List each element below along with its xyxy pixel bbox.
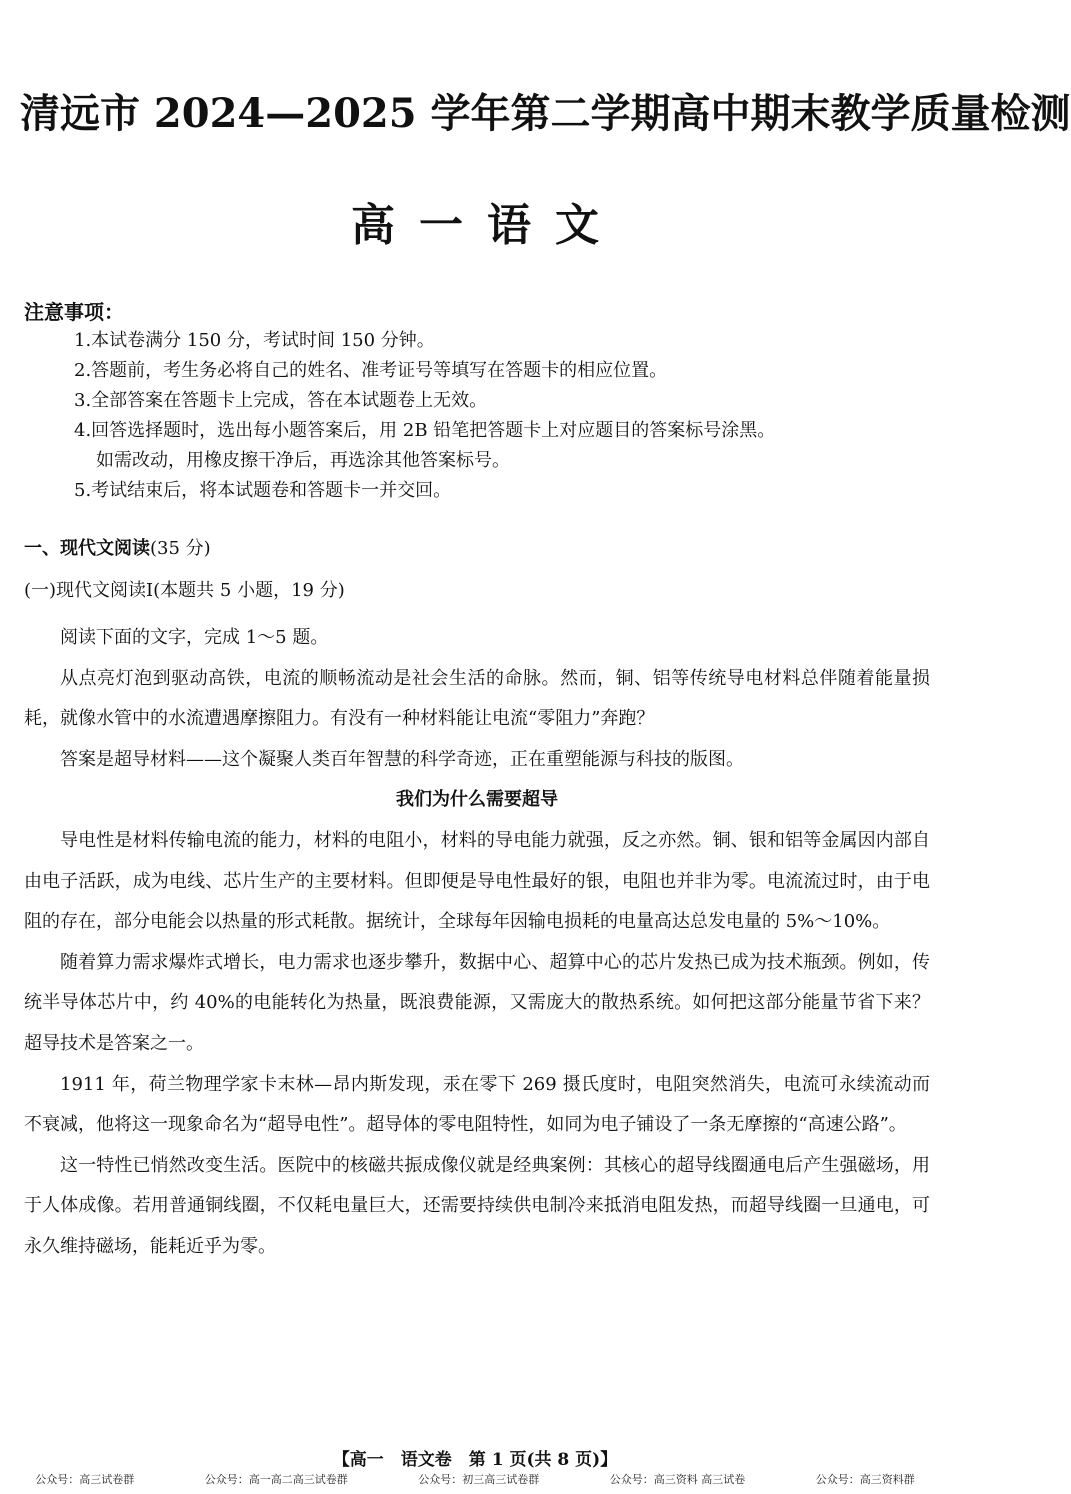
section-title: 一、现代文阅读 [24,538,150,559]
section-score: (35 分) [150,538,211,559]
passage-paragraph: 1911 年，荷兰物理学家卡末林—昂内斯发现，汞在零下 269 摄氏度时，电阻突然消失，电流可永续流动而不衰减，他将这一现象命名为“超导电性”。超导体的零电阻特性，如同为电子铺设了一条无摩擦的“高速公路”。 [24,1073,930,1136]
note-item: 1.本试卷满分 150 分，考试时间 150 分钟。 [74,330,435,351]
passage-paragraph: 答案是超导材料——这个凝聚人类百年智慧的科学奇迹，正在重塑能源与科技的版图。 [60,748,744,770]
notes-list [74,326,934,506]
watermark-text: 公众号：高三资料 高三试卷 [609,1473,746,1486]
passage-instruction: 阅读下面的文字，完成 1～5 题。 [60,627,329,648]
page-footer: 【高一 语文卷 第 1 页(共 8 页)】 [332,1450,618,1470]
watermark-text: 公众号：高一高二高三试卷群 [204,1473,348,1486]
subject-title: 高一语文 [351,200,623,251]
watermark-text: 公众号：初三高三试卷群 [418,1473,540,1486]
passage-heading: 我们为什么需要超导 [396,789,558,811]
section-heading [24,534,211,564]
passage-paragraph: 从点亮灯泡到驱动高铁，电流的顺畅流动是社会生活的命脉。然而，铜、铝等传统导电材料总伴随着能量损耗，就像水管中的水流遭遇摩擦阻力。有没有一种材料能让电流“零阻力”奔跑？ [24,667,930,730]
note-item: 3.全部答案在答题卡上完成，答在本试题卷上无效。 [74,390,488,411]
exam-title: 清远市 2024—2025 学年第二学期高中期末教学质量检测 [20,90,1071,137]
subsection-heading: (一)现代文阅读Ⅰ(本题共 5 小题，19 分) [24,580,345,601]
passage-paragraph: 随着算力需求爆炸式增长，电力需求也逐步攀升，数据中心、超算中心的芯片发热已成为技术瓶颈。例如，传统半导体芯片中，约 40%的电能转化为热量，既浪费能源，又需庞大的散热系统。如何把这部分能量节省下来？超导技术是答案之一。 [24,951,930,1054]
notes-heading: 注意事项： [24,300,124,324]
note-item: 4.回答选择题时，选出每小题答案后，用 2B 铅笔把答题卡上对应题目的答案标号涂黑。 [74,420,776,441]
watermark-text: 公众号：高三资料群 [815,1473,915,1486]
watermark-text: 公众号：高三试卷群 [35,1473,135,1486]
passage-paragraph: 这一特性已悄然改变生活。医院中的核磁共振成像仪就是经典案例：其核心的超导线圈通电后产生强磁场，用于人体成像。若用普通铜线圈，不仅耗电量巨大，还需要持续供电制冷来抵消电阻发热，而超导线圈一旦通电，可永久维持磁场，能耗近乎为零。 [24,1154,930,1257]
note-item: 5.考试结束后，将本试题卷和答题卡一并交回。 [74,480,452,501]
note-item: 2.答题前，考生务必将自己的姓名、准考证号等填写在答题卡的相应位置。 [74,360,668,381]
reading-passage [24,618,930,1268]
passage-paragraph: 导电性是材料传输电流的能力，材料的电阻小，材料的导电能力就强，反之亦然。铜、银和铝等金属因内部自由电子活跃，成为电线、芯片生产的主要材料。但即便是导电性最好的银，电阻也并非为零。电流流过时，由于电阻的存在，部分电能会以热量的形式耗散。据统计，全球每年因输电损耗的电量高达总发电量的 5%～10%。 [24,829,930,933]
watermark-row [0,1472,950,1488]
note-item-continuation: 如需改动，用橡皮擦干净后，再选涂其他答案标号。 [96,450,510,471]
